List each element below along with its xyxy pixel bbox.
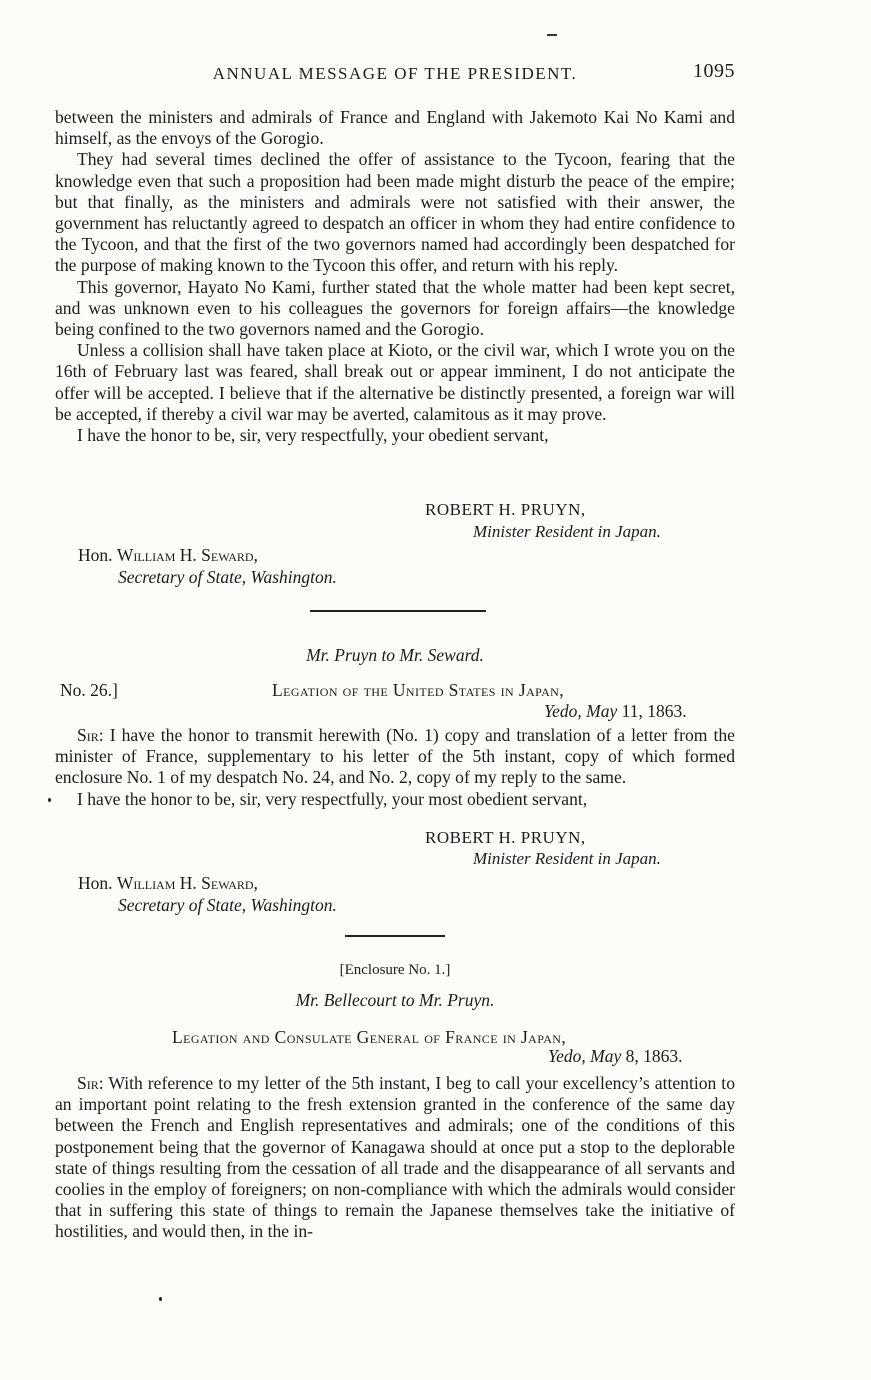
addressee-surname: William H. Seward, <box>116 545 258 565</box>
addressee-office: Secretary of State, Washington. <box>118 567 337 587</box>
addressee-surname: William H. Seward, <box>116 873 258 893</box>
paragraph: This governor, Hayato No Kami, further stated that the whole matter had been kept secret, and was unknown even to his colleagues the governors for foreign affairs—the knowledge being confined to the two governors named and the Gorogio. <box>55 276 735 340</box>
letter-heading: Mr. Bellecourt to Mr. Pruyn. <box>295 990 495 1010</box>
date-line <box>544 701 687 722</box>
page-number: 1095 <box>693 60 735 82</box>
enclosure-body <box>55 1073 735 1243</box>
legation-line: Legation and Consulate General of France in Japan, <box>172 1027 567 1047</box>
signer-name: ROBERT H. PRUYN, <box>425 828 586 847</box>
addressee-name <box>78 545 258 566</box>
ink-speck <box>48 798 51 802</box>
despatch-number: No. 26.] <box>60 680 118 700</box>
paragraph-text: : With reference to my letter of the 5th instant, I beg to call your excellency’s attention to an important point relating to the fresh extension granted in the conference of the same day between the French and English representatives and admirals; one of the conditions of this postponement being that the governor of Kanagawa should at once put a stop to the deplorable state of things resulting from the cessation of all trade and the disappearance of all servants and coolies in the employ of foreigners; on non-compliance with which the admirals would consider that in suffering this state of things to remain the Japanese themselves take the initiative of hostilities, and would then, in the in- <box>55 1073 735 1242</box>
date-rest: 8, 1863. <box>621 1046 683 1066</box>
addressee-prefix: Hon. <box>78 545 117 565</box>
running-head: ANNUAL MESSAGE OF THE PRESIDENT. <box>212 64 578 83</box>
date-place: Yedo, May <box>548 1046 622 1066</box>
closing-line: I have the honor to be, sir, very respectfully, your most obedient servant, <box>77 788 588 809</box>
addressee-office: Secretary of State, Washington. <box>118 895 337 915</box>
enclosure-label: [Enclosure No. 1.] <box>339 962 451 978</box>
signer-title: Minister Resident in Japan. <box>473 522 661 541</box>
salutation: Sir <box>77 725 99 745</box>
salutation: Sir <box>77 1073 99 1093</box>
section-divider <box>345 935 445 937</box>
closing-line: I have the honor to be, sir, very respectfully, your obedient servant, <box>77 425 549 446</box>
letter-heading: Mr. Pruyn to Mr. Seward. <box>306 645 484 665</box>
letter1-body <box>55 107 735 446</box>
paragraph-text: : I have the honor to transmit herewith (No. 1) copy and translation of a letter from the minister of France, supplementary to his letter of the 5th instant, copy of which formed enclosure No. 1 of my despatch No. 24, and No. 2, copy of my reply to the same. <box>55 725 735 788</box>
date-line <box>548 1046 683 1067</box>
date-place: Yedo, May <box>544 701 618 721</box>
paragraph <box>55 1073 735 1243</box>
section-divider <box>310 610 486 612</box>
top-mark <box>547 34 557 36</box>
signer-title: Minister Resident in Japan. <box>473 849 661 868</box>
signer-name: ROBERT H. PRUYN, <box>425 500 586 519</box>
ink-speck <box>159 1297 162 1301</box>
date-rest: 11, 1863. <box>617 701 687 721</box>
paragraph: They had several times declined the offer of assistance to the Tycoon, fearing that the knowledge even that such a proposition had been made might disturb the peace of the empire; but that finally, as the ministers and admirals were not satisfied with their answer, the government has reluctantly agreed to despatch an officer in whom they had entire confidence to the Tycoon, and that the first of the two governors named had accordingly been despatched for the purpose of making known to the Tycoon this offer, and return with his reply. <box>55 149 735 276</box>
addressee-name <box>78 873 258 894</box>
addressee-prefix: Hon. <box>78 873 117 893</box>
paragraph <box>55 725 735 789</box>
legation-line: Legation of the United States in Japan, <box>272 680 565 700</box>
paragraph: between the ministers and admirals of France and England with Jakemoto Kai No Kami and himself, as the envoys of the Gorogio. <box>55 107 735 149</box>
letter2-body <box>55 725 735 810</box>
page-header <box>55 60 735 90</box>
paragraph: Unless a collision shall have taken place at Kioto, or the civil war, which I wrote you on the 16th of February last was feared, shall break out or appear imminent, I do not anticipate the offer will be accepted. I believe that if the alternative be distinctly presented, a foreign war will be accepted, if thereby a civil war may be averted, calamitous as it may prove. <box>55 340 735 424</box>
